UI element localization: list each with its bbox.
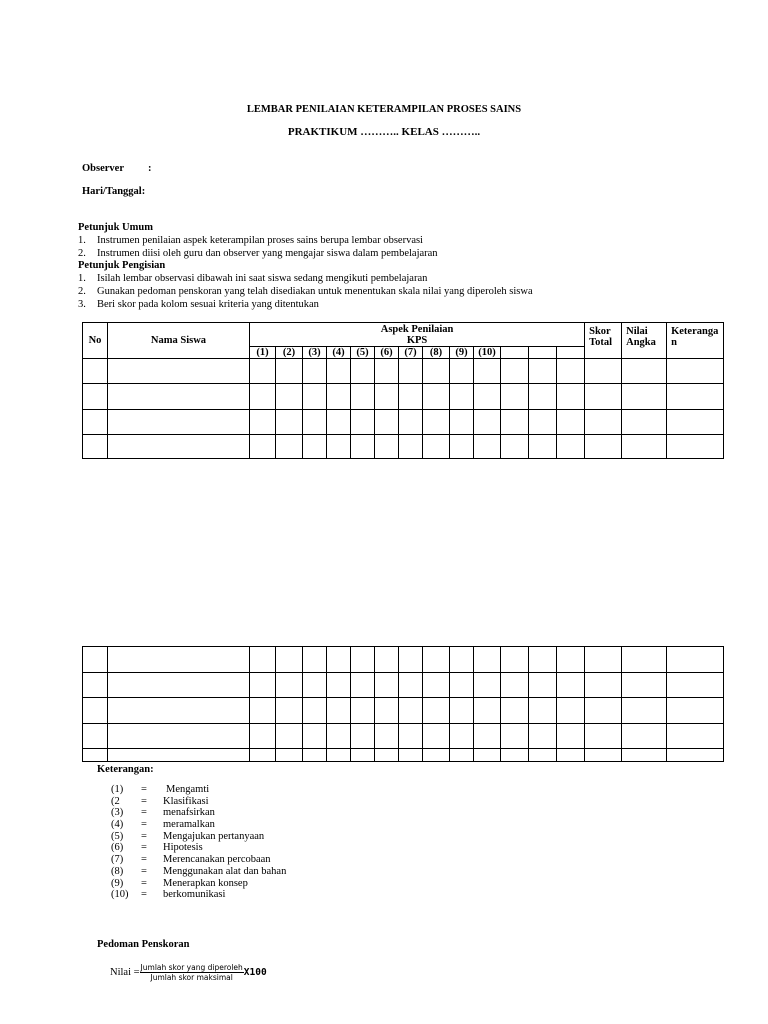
table-cell[interactable] (667, 359, 724, 384)
table-cell[interactable] (423, 673, 450, 698)
keterangan-item (111, 831, 286, 843)
table-cell[interactable] (399, 698, 423, 724)
header-aspek-penilaian: Aspek Penilaian KPS (250, 323, 585, 347)
petunjuk-pengisian-item: 3. Beri skor pada kolom sesuai kriteria yang ditentukan (78, 299, 319, 310)
table-cell[interactable] (276, 410, 303, 435)
table-cell[interactable] (474, 410, 501, 435)
table-cell[interactable] (83, 410, 108, 435)
keterangan-number: (2 (111, 795, 120, 807)
table-cell[interactable] (303, 359, 327, 384)
table-cell[interactable] (375, 410, 399, 435)
keterangan-item (111, 866, 286, 878)
kps-col-header: (4) (327, 347, 351, 359)
table-cell[interactable] (250, 359, 276, 384)
table-cell[interactable] (108, 359, 250, 384)
table-cell[interactable] (83, 435, 108, 459)
table-cell[interactable] (585, 359, 622, 384)
kps-col-header (501, 347, 529, 359)
table-cell[interactable] (450, 384, 474, 410)
table-cell[interactable] (327, 749, 351, 762)
table-cell[interactable] (250, 673, 276, 698)
keterangan-text: Klasifikasi (163, 795, 209, 807)
table-cell[interactable] (585, 749, 622, 762)
table-cell[interactable] (557, 410, 585, 435)
table-cell[interactable] (474, 435, 501, 459)
table-cell[interactable] (529, 384, 557, 410)
table-cell[interactable] (474, 384, 501, 410)
document-title: LEMBAR PENILAIAN KETERAMPILAN PROSES SAINS (246, 104, 522, 115)
header-nama-siswa: Nama Siswa (108, 323, 250, 359)
keterangan-number: (5) (111, 830, 124, 842)
keterangan-equals: = (141, 889, 147, 901)
table-cell[interactable] (303, 384, 327, 410)
table-cell[interactable] (375, 749, 399, 762)
table-cell[interactable] (375, 435, 399, 459)
table-cell[interactable] (250, 749, 276, 762)
keterangan-text: Menggunakan alat dan bahan (163, 865, 287, 877)
table-cell[interactable] (423, 647, 450, 673)
table-cell[interactable] (250, 647, 276, 673)
table-cell[interactable] (351, 698, 375, 724)
table-cell[interactable] (501, 673, 529, 698)
keterangan-text: Merencanakan percobaan (163, 854, 271, 866)
kps-col-header (529, 347, 557, 359)
table-row (83, 698, 724, 724)
keterangan-list (111, 784, 286, 901)
table-cell[interactable] (423, 749, 450, 762)
keterangan-heading: Keterangan: (97, 764, 154, 775)
keterangan-equals: = (141, 877, 147, 889)
assessment-table (82, 322, 724, 459)
keterangan-equals: = (141, 807, 147, 819)
nilai-fraction (140, 963, 244, 982)
table-cell[interactable] (501, 647, 529, 673)
fraction-denominator: Jumlah skor maksimal (150, 973, 233, 982)
table-cell[interactable] (276, 673, 303, 698)
keterangan-text: menafsirkan (163, 807, 215, 819)
table-row (83, 359, 724, 384)
table-cell[interactable] (667, 673, 724, 698)
table-cell[interactable] (474, 647, 501, 673)
keterangan-equals: = (141, 795, 147, 807)
keterangan-text: Mengamti (166, 784, 210, 795)
petunjuk-umum-heading: Petunjuk Umum (78, 222, 153, 233)
keterangan-equals: = (141, 784, 147, 795)
keterangan-text: Menerapkan konsep (163, 877, 248, 889)
table-cell[interactable] (501, 698, 529, 724)
table-cell[interactable] (423, 724, 450, 749)
table-cell[interactable] (423, 410, 450, 435)
table-cell[interactable] (585, 384, 622, 410)
table-cell[interactable] (399, 647, 423, 673)
table-cell[interactable] (622, 673, 667, 698)
header-no: No (83, 323, 108, 359)
table-cell[interactable] (375, 673, 399, 698)
keterangan-item (111, 854, 286, 866)
table-cell[interactable] (585, 698, 622, 724)
table-cell[interactable] (557, 749, 585, 762)
table-cell[interactable] (108, 384, 250, 410)
keterangan-number: (3) (111, 807, 124, 819)
table-cell[interactable] (529, 749, 557, 762)
table-cell[interactable] (276, 435, 303, 459)
table-cell[interactable] (399, 359, 423, 384)
table-cell[interactable] (450, 435, 474, 459)
table-cell[interactable] (450, 410, 474, 435)
kps-col-header: (7) (399, 347, 423, 359)
table-cell[interactable] (667, 749, 724, 762)
table-row (83, 749, 724, 762)
table-cell[interactable] (399, 749, 423, 762)
keterangan-number: (10) (111, 889, 129, 901)
table-cell[interactable] (327, 384, 351, 410)
table-cell[interactable] (585, 647, 622, 673)
table-cell[interactable] (375, 647, 399, 673)
keterangan-equals: = (141, 819, 147, 831)
table-cell[interactable] (399, 673, 423, 698)
table-cell[interactable] (303, 435, 327, 459)
table-cell[interactable] (351, 410, 375, 435)
keterangan-number: (1) (111, 784, 124, 795)
table-cell[interactable] (450, 749, 474, 762)
table-cell[interactable] (108, 749, 250, 762)
table-cell[interactable] (423, 359, 450, 384)
kps-col-header: (10) (474, 347, 501, 359)
table-cell[interactable] (83, 724, 108, 749)
kps-col-header: (3) (303, 347, 327, 359)
table-cell[interactable] (450, 359, 474, 384)
table-row (83, 384, 724, 410)
table-row (83, 673, 724, 698)
hari-tanggal-label: Hari/Tanggal: (82, 186, 146, 197)
table-cell[interactable] (276, 698, 303, 724)
table-cell[interactable] (450, 724, 474, 749)
table-cell[interactable] (529, 435, 557, 459)
keterangan-text: meramalkan (163, 819, 215, 831)
table-cell[interactable] (622, 435, 667, 459)
table-cell[interactable] (327, 435, 351, 459)
kps-col-header: (1) (250, 347, 276, 359)
keterangan-number: (6) (111, 842, 124, 854)
table-cell[interactable] (667, 724, 724, 749)
keterangan-equals: = (141, 865, 147, 877)
table-cell[interactable] (303, 749, 327, 762)
table-cell[interactable] (303, 647, 327, 673)
table-cell[interactable] (529, 698, 557, 724)
table-row (83, 647, 724, 673)
table-row (83, 435, 724, 459)
keterangan-number: (9) (111, 877, 124, 889)
table-cell[interactable] (108, 724, 250, 749)
petunjuk-umum-item: 1. Instrumen penilaian aspek keterampilan proses sains berupa lembar observasi (78, 235, 423, 246)
table-cell[interactable] (250, 698, 276, 724)
table-cell[interactable] (557, 359, 585, 384)
table-cell[interactable] (303, 410, 327, 435)
table-cell[interactable] (501, 359, 529, 384)
keterangan-text: Hipotesis (163, 842, 203, 854)
table-row (83, 410, 724, 435)
table-cell[interactable] (585, 410, 622, 435)
table-cell[interactable] (501, 410, 529, 435)
table-cell[interactable] (375, 359, 399, 384)
fraction-numerator: Jumlah skor yang diperoleh (140, 963, 243, 972)
kps-col-header: (6) (375, 347, 399, 359)
table-cell[interactable] (375, 698, 399, 724)
keterangan-item (111, 784, 286, 796)
table-cell[interactable] (303, 698, 327, 724)
observer-colon: : (148, 163, 152, 174)
table-cell[interactable] (276, 384, 303, 410)
table-cell[interactable] (83, 698, 108, 724)
nilai-label: Nilai = (110, 967, 140, 978)
table-cell[interactable] (667, 435, 724, 459)
table-cell[interactable] (108, 698, 250, 724)
table-cell[interactable] (250, 435, 276, 459)
keterangan-equals: = (141, 854, 147, 866)
table-cell[interactable] (622, 749, 667, 762)
table-cell[interactable] (474, 698, 501, 724)
observer-label: Observer (82, 163, 124, 174)
table-cell[interactable] (83, 384, 108, 410)
keterangan-number: (7) (111, 854, 124, 866)
table-cell[interactable] (276, 749, 303, 762)
table-cell[interactable] (450, 647, 474, 673)
kps-col-header (557, 347, 585, 359)
kps-col-header: (9) (450, 347, 474, 359)
table-cell[interactable] (351, 384, 375, 410)
table-cell[interactable] (327, 359, 351, 384)
keterangan-item (111, 889, 286, 901)
table-cell[interactable] (557, 647, 585, 673)
table-cell[interactable] (529, 359, 557, 384)
table-cell[interactable] (83, 647, 108, 673)
fraction-multiplier: X100 (243, 967, 267, 978)
table-cell[interactable] (474, 673, 501, 698)
table-cell[interactable] (667, 410, 724, 435)
table-cell[interactable] (450, 673, 474, 698)
table-cell[interactable] (585, 673, 622, 698)
table-cell[interactable] (622, 724, 667, 749)
table-cell[interactable] (529, 410, 557, 435)
keterangan-equals: = (141, 842, 147, 854)
table-cell[interactable] (622, 384, 667, 410)
kps-col-header: (8) (423, 347, 450, 359)
table-cell[interactable] (399, 724, 423, 749)
table-cell[interactable] (250, 724, 276, 749)
petunjuk-pengisian-heading: Petunjuk Pengisian (78, 260, 166, 271)
table-cell[interactable] (399, 384, 423, 410)
nilai-formula (110, 963, 267, 982)
kps-col-header: (5) (351, 347, 375, 359)
table-cell[interactable] (276, 647, 303, 673)
header-skor-total: Skor Total (585, 323, 622, 359)
keterangan-item (111, 796, 286, 808)
table-cell[interactable] (622, 410, 667, 435)
table-cell[interactable] (399, 410, 423, 435)
table-cell[interactable] (501, 724, 529, 749)
table-cell[interactable] (351, 435, 375, 459)
table-cell[interactable] (399, 435, 423, 459)
table-cell[interactable] (557, 698, 585, 724)
table-cell[interactable] (303, 673, 327, 698)
table-cell[interactable] (501, 384, 529, 410)
table-cell[interactable] (423, 384, 450, 410)
table-cell[interactable] (276, 724, 303, 749)
table-cell[interactable] (474, 749, 501, 762)
keterangan-equals: = (141, 830, 147, 842)
document-subtitle: PRAKTIKUM ……….. KELAS ……….. (287, 126, 481, 138)
keterangan-text: Mengajukan pertanyaan (163, 830, 265, 842)
table-cell[interactable] (327, 724, 351, 749)
table-cell[interactable] (351, 749, 375, 762)
table-cell[interactable] (327, 647, 351, 673)
table-cell[interactable] (557, 435, 585, 459)
table-cell[interactable] (667, 647, 724, 673)
table-cell[interactable] (450, 698, 474, 724)
table-cell[interactable] (351, 724, 375, 749)
table-cell[interactable] (375, 384, 399, 410)
table-cell[interactable] (351, 359, 375, 384)
table-cell[interactable] (276, 359, 303, 384)
keterangan-item (111, 807, 286, 819)
keterangan-item (111, 819, 286, 831)
table-cell[interactable] (423, 435, 450, 459)
table-cell[interactable] (585, 435, 622, 459)
table-cell[interactable] (501, 435, 529, 459)
header-nilai-angka: Nilai Angka (622, 323, 667, 359)
table-cell[interactable] (327, 698, 351, 724)
table-cell[interactable] (667, 384, 724, 410)
table-cell[interactable] (557, 673, 585, 698)
table-cell[interactable] (351, 647, 375, 673)
table-cell[interactable] (557, 384, 585, 410)
table-cell[interactable] (250, 410, 276, 435)
table-cell[interactable] (501, 749, 529, 762)
pedoman-heading: Pedoman Penskoran (97, 939, 190, 950)
header-keterangan: Keteranga n (667, 323, 724, 359)
keterangan-number: (8) (111, 865, 124, 877)
table-cell[interactable] (250, 384, 276, 410)
table-cell[interactable] (622, 359, 667, 384)
petunjuk-umum-item: 2. Instrumen diisi oleh guru dan observer yang mengajar siswa dalam pembelajaran (78, 248, 438, 259)
keterangan-item (111, 842, 286, 854)
table-cell[interactable] (622, 698, 667, 724)
table-cell[interactable] (529, 673, 557, 698)
table-cell[interactable] (557, 724, 585, 749)
table-cell[interactable] (108, 410, 250, 435)
table-cell[interactable] (667, 698, 724, 724)
petunjuk-pengisian-item: 2. Gunakan pedoman penskoran yang telah disediakan untuk menentukan skala nilai yang diperoleh siswa (78, 286, 533, 297)
table-cell[interactable] (327, 673, 351, 698)
table-cell[interactable] (529, 724, 557, 749)
table-cell[interactable] (303, 724, 327, 749)
keterangan-number: (4) (111, 819, 124, 831)
table-cell[interactable] (108, 673, 250, 698)
table-cell[interactable] (529, 647, 557, 673)
keterangan-item (111, 878, 286, 890)
assessment-table-continued (82, 646, 724, 762)
table-cell[interactable] (351, 673, 375, 698)
table-row (83, 724, 724, 749)
kps-col-header: (2) (276, 347, 303, 359)
table-cell[interactable] (375, 724, 399, 749)
table-cell[interactable] (83, 749, 108, 762)
table-cell[interactable] (108, 435, 250, 459)
table-cell[interactable] (622, 647, 667, 673)
table-cell[interactable] (108, 647, 250, 673)
table-cell[interactable] (83, 359, 108, 384)
table-cell[interactable] (327, 410, 351, 435)
table-cell[interactable] (83, 673, 108, 698)
keterangan-text: berkomunikasi (163, 889, 226, 901)
table-cell[interactable] (474, 359, 501, 384)
table-cell[interactable] (474, 724, 501, 749)
table-cell[interactable] (423, 698, 450, 724)
table-cell[interactable] (585, 724, 622, 749)
petunjuk-pengisian-item: 1. Isilah lembar observasi dibawah ini saat siswa sedang mengikuti pembelajaran (78, 273, 428, 284)
